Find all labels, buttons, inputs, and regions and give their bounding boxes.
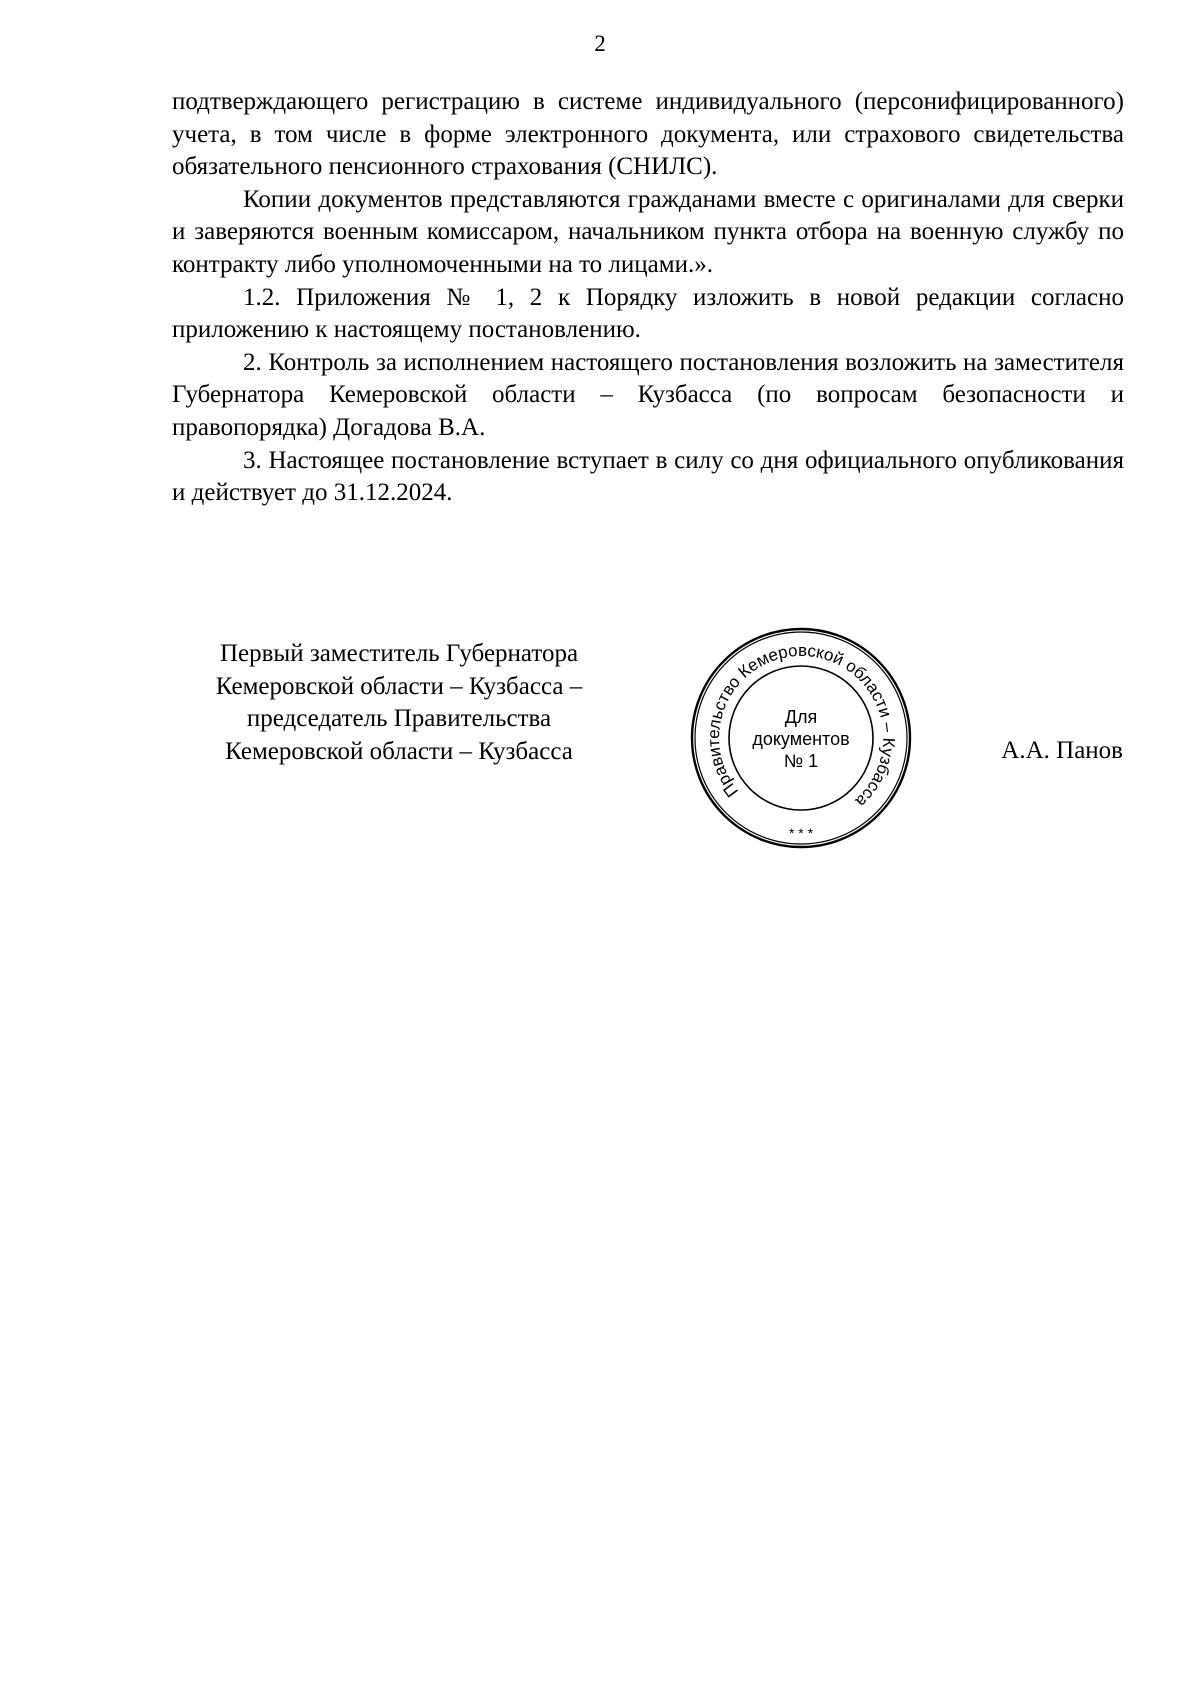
signatory-title-line: председатель Правительства <box>246 705 552 733</box>
paragraph-copies: Копии документов представляются гражданами вместе с оригиналами для сверки и заверяются военным комиссаром, начальником пункта отбора на военную службу по контракту либо уполномоченными на то лицами.». <box>172 185 1124 278</box>
official-seal <box>688 625 914 851</box>
signatory-title-line: Кемеровской области – Кузбасса <box>225 737 573 765</box>
paragraph-3-effective-date: 3. Настоящее постановление вступает в силу со дня официального опубликования и действует до 31.12.2024. <box>172 446 1124 507</box>
signer-name: А.А. Панов <box>1001 737 1123 764</box>
seal-center-line: Для <box>784 707 818 727</box>
signatory-title <box>180 638 618 768</box>
seal-stars: * * * <box>788 825 814 841</box>
paragraph-2-control: 2. Контроль за исполнением настоящего постановления возложить на заместителя Губернатора Кемеровской области – Кузбасса (по вопросам безопасности и правопорядка) Догадова В.А. <box>172 348 1124 441</box>
seal-center-line: документов <box>752 729 850 749</box>
paragraph-snils: подтверждающего регистрацию в системе индивидуального (персонифицированного) учета, в том числе в форме электронного документа, или страхового свидетельства обязательного пенсионного страхования (СНИЛС). <box>172 88 1124 181</box>
paragraph-1-2-appendices: 1.2. Приложения № 1, 2 к Порядку изложить в новой редакции согласно приложению к настоящему постановлению. <box>172 283 1124 344</box>
signatory-title-line: Первый заместитель Губернатора <box>219 640 579 667</box>
seal-center-line: № 1 <box>783 751 819 771</box>
page-number: 2 <box>594 31 606 56</box>
seal-ring-text: Правительство Кемеровской области – Кузбасса <box>704 640 899 812</box>
seal-graphic <box>688 625 914 851</box>
document-body <box>172 86 1124 510</box>
signatory-title-line: Кемеровской области – Кузбасса – <box>215 672 583 700</box>
